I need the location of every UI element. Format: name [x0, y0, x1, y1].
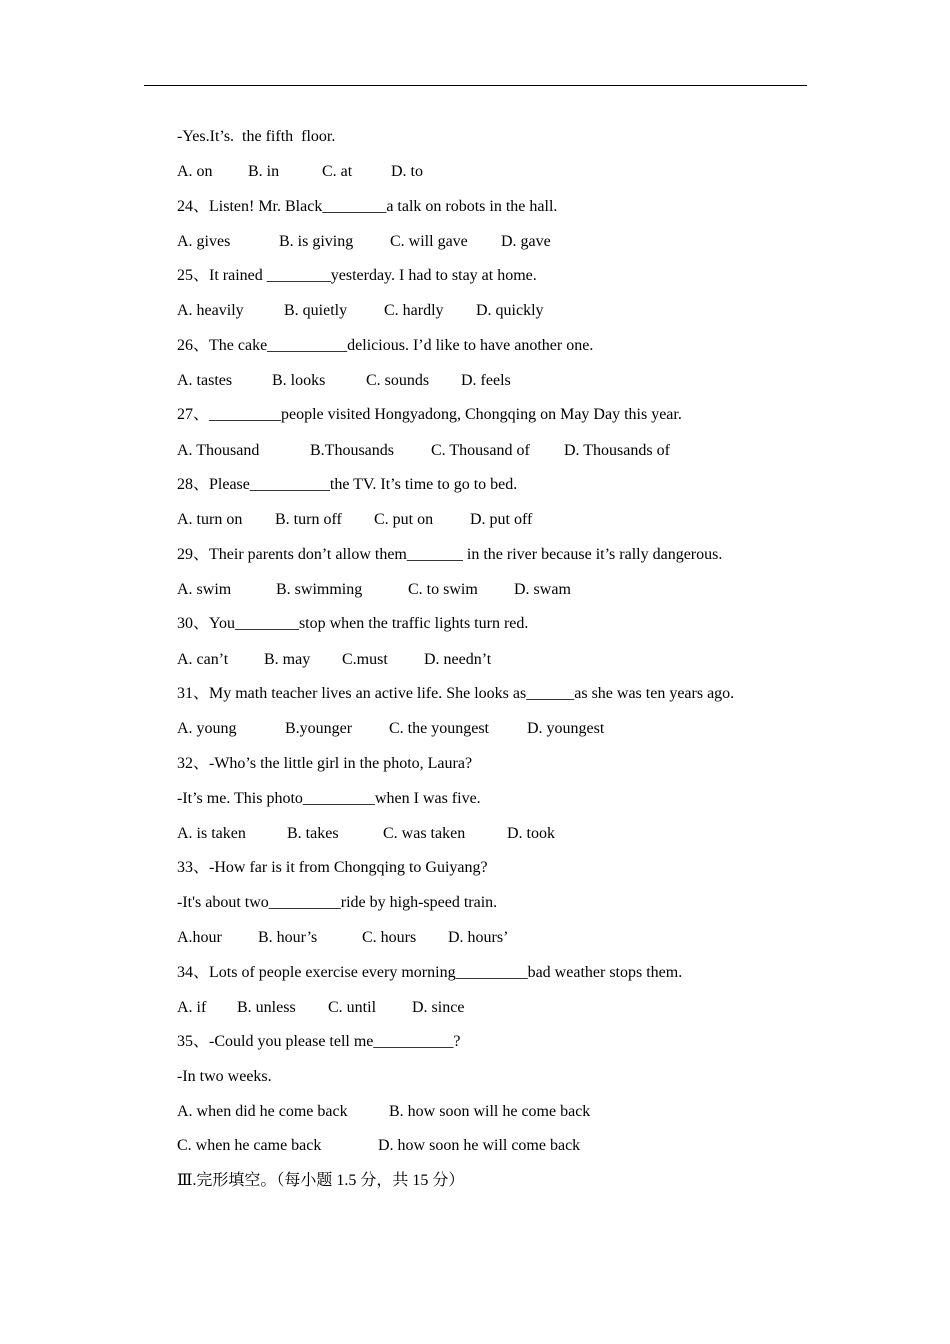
option-a[interactable]: A. on [177, 163, 213, 180]
question-33-reply: -It's about two_________ride by high-speed train. [177, 894, 498, 911]
option-a[interactable]: A. Thousand [177, 442, 260, 459]
option-d[interactable]: D. quickly [476, 302, 544, 319]
question-25: 25、It rained ________yesterday. I had to stay at home. [177, 267, 537, 284]
question-34: 34、Lots of people exercise every morning_________bad weather stops them. [177, 964, 683, 981]
option-a[interactable]: A. when did he come back [177, 1103, 348, 1120]
option-d[interactable]: D. youngest [527, 720, 605, 737]
option-d[interactable]: D. feels [461, 372, 511, 389]
question-35-options-row-2 [177, 1136, 797, 1156]
option-b[interactable]: B. takes [287, 825, 339, 842]
question-33: 33、-How far is it from Chongqing to Guiyang? [177, 859, 488, 876]
option-c[interactable]: C. will gave [390, 233, 468, 250]
option-b[interactable]: B. how soon will he come back [389, 1103, 591, 1120]
option-b[interactable]: B. in [248, 163, 280, 180]
option-b[interactable]: B. quietly [284, 302, 348, 319]
option-c[interactable]: C. sounds [366, 372, 430, 389]
option-a[interactable]: A.hour [177, 929, 222, 946]
question-30-options [177, 650, 797, 670]
question-30: 30、You________stop when the traffic lights turn red. [177, 615, 529, 632]
option-b[interactable]: B. swimming [276, 581, 363, 598]
question-27-options [177, 441, 797, 461]
option-c[interactable]: C. Thousand of [431, 442, 530, 459]
option-a[interactable]: A. turn on [177, 511, 243, 528]
question-26: 26、The cake__________delicious. I’d like to have another one. [177, 337, 594, 354]
option-a[interactable]: A. swim [177, 581, 232, 598]
option-b[interactable]: B.Thousands [310, 442, 394, 459]
option-b[interactable]: B. unless [237, 999, 296, 1016]
option-a[interactable]: A. if [177, 999, 207, 1016]
option-d[interactable]: D. gave [501, 233, 551, 250]
option-d[interactable]: D. Thousands of [564, 442, 670, 459]
question-34-options [177, 998, 797, 1018]
option-c[interactable]: C. at [322, 163, 353, 180]
option-b[interactable]: B. looks [272, 372, 326, 389]
question-31-options [177, 719, 797, 739]
option-c[interactable]: C.must [342, 651, 388, 668]
option-d[interactable]: D. to [391, 163, 423, 180]
question-24-options [177, 232, 797, 252]
question-28-options [177, 510, 797, 530]
question-31: 31、My math teacher lives an active life. She looks as______as she was ten years ago. [177, 685, 735, 702]
question-25-options [177, 301, 797, 321]
header-rule [144, 85, 807, 86]
question-26-options [177, 371, 797, 391]
option-c[interactable]: C. put on [374, 511, 434, 528]
question-23-options [177, 162, 797, 182]
option-a[interactable]: A. gives [177, 233, 231, 250]
question-29-options [177, 580, 797, 600]
option-c[interactable]: C. when he came back [177, 1137, 322, 1154]
option-a[interactable]: A. young [177, 720, 237, 737]
question-32-reply: -It’s me. This photo_________when I was five. [177, 790, 481, 807]
question-35-options-row-1 [177, 1102, 797, 1122]
question-24: 24、Listen! Mr. Black________a talk on robots in the hall. [177, 198, 558, 215]
question-28: 28、Please__________the TV. It’s time to go to bed. [177, 476, 518, 493]
question-23-answer-line: -Yes.It’s. the fifth floor. [177, 128, 336, 145]
option-c[interactable]: C. until [328, 999, 377, 1016]
option-d[interactable]: D. swam [514, 581, 571, 598]
option-d[interactable]: D. put off [470, 511, 533, 528]
option-d[interactable]: D. how soon he will come back [378, 1137, 581, 1154]
question-35-reply: -In two weeks. [177, 1068, 272, 1085]
option-c[interactable]: C. to swim [408, 581, 478, 598]
option-c[interactable]: C. the youngest [389, 720, 489, 737]
option-c[interactable]: C. was taken [383, 825, 466, 842]
option-b[interactable]: B. hour’s [258, 929, 318, 946]
option-a[interactable]: A. heavily [177, 302, 244, 319]
question-33-options [177, 928, 797, 948]
question-32: 32、-Who’s the little girl in the photo, Laura? [177, 755, 473, 772]
option-d[interactable]: D. took [507, 825, 555, 842]
option-d[interactable]: D. needn’t [424, 651, 492, 668]
question-27: 27、_________people visited Hongyadong, Chongqing on May Day this year. [177, 406, 682, 423]
option-b[interactable]: B.younger [285, 720, 353, 737]
option-a[interactable]: A. is taken [177, 825, 246, 842]
option-b[interactable]: B. is giving [279, 233, 354, 250]
option-d[interactable]: D. hours’ [448, 929, 509, 946]
section-heading: Ⅲ.完形填空。（每小题 1.5 分，共 15 分） [177, 1172, 465, 1189]
question-35: 35、-Could you please tell me__________? [177, 1033, 461, 1050]
question-32-options [177, 824, 797, 844]
option-b[interactable]: B. may [264, 651, 311, 668]
option-a[interactable]: A. can’t [177, 651, 229, 668]
option-a[interactable]: A. tastes [177, 372, 233, 389]
option-b[interactable]: B. turn off [275, 511, 342, 528]
option-c[interactable]: C. hours [362, 929, 417, 946]
option-d[interactable]: D. since [412, 999, 465, 1016]
question-29: 29、Their parents don’t allow them_______ in the river because it’s rally dangerous. [177, 546, 723, 563]
option-c[interactable]: C. hardly [384, 302, 444, 319]
